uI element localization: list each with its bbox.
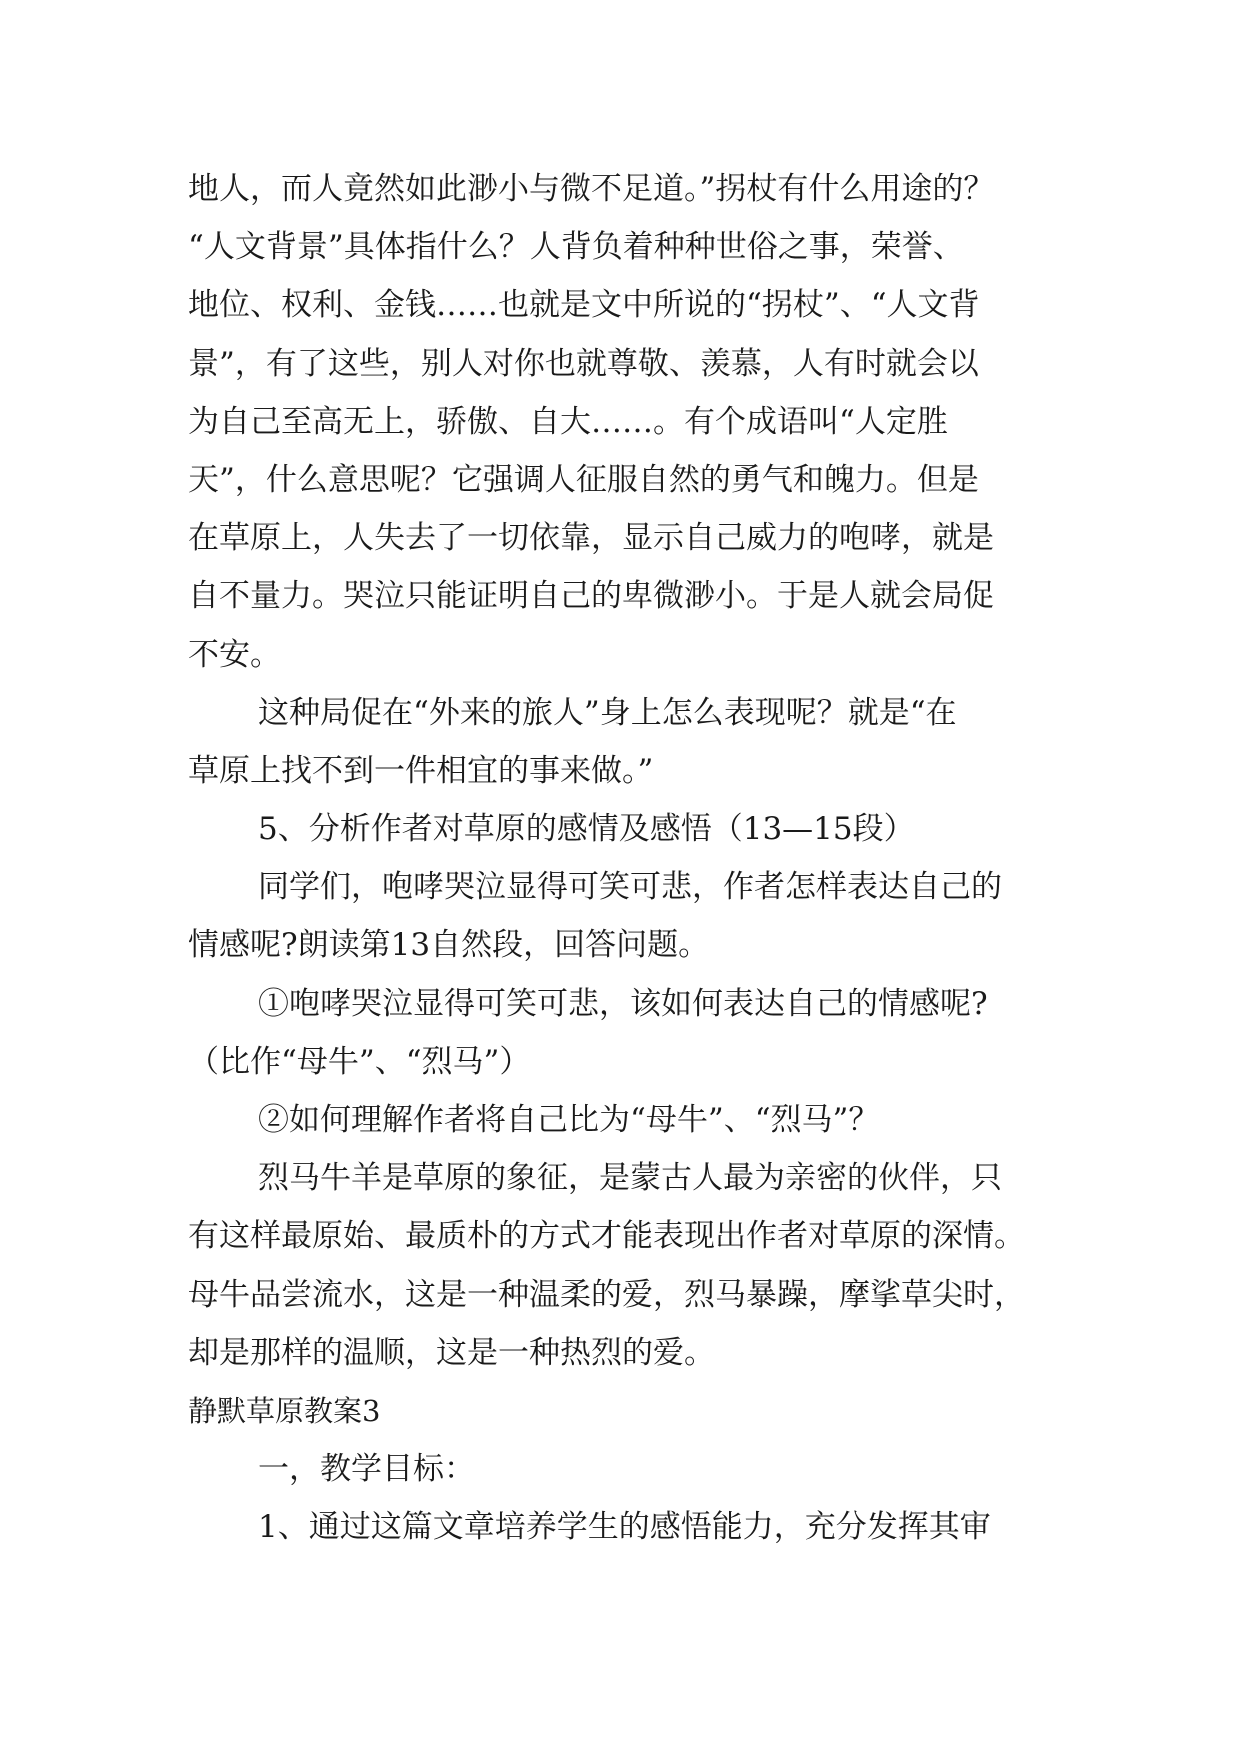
paragraph-line: 母牛品尝流水，这是一种温柔的爱，烈马暴躁，摩挲草尖时， [188,1276,1025,1313]
paragraph-line: 这种局促在“外来的旅人”身上怎么表现呢？就是“在 [258,694,957,731]
paragraph-line: 同学们，咆哮哭泣显得可笑可悲，作者怎样表达自己的 [258,869,1002,906]
paragraph-line: 草原上找不到一件相宜的事来做。” [188,752,654,789]
paragraph-line: 有这样最原始、最质朴的方式才能表现出作者对草原的深情。 [188,1218,1025,1255]
section-heading: 5、分析作者对草原的感情及感悟（13—15段） [258,811,915,848]
paragraph-line: 烈马牛羊是草原的象征，是蒙古人最为亲密的伙伴，只 [258,1160,1002,1197]
paragraph-line: 情感呢?朗读第13自然段，回答问题。 [188,927,710,964]
document-page [188,160,1053,1556]
paragraph-line: 景”，有了这些，别人对你也就尊敬、羡慕，人有时就会以 [188,345,979,382]
question-line: ①咆哮哭泣显得可笑可悲，该如何表达自己的情感呢? [258,985,988,1022]
paragraph-line: 自不量力。哭泣只能证明自己的卑微渺小。于是人就会局促 [188,578,994,615]
paragraph-line: 天”，什么意思呢？它强调人征服自然的勇气和魄力。但是 [188,461,979,498]
paragraph-line: （比作“母牛”、“烈马”） [188,1043,531,1080]
paragraph-line: 却是那样的温顺，这是一种热烈的爱。 [188,1334,715,1371]
question-line: ②如何理解作者将自己比为“母牛”、“烈马”？ [258,1102,880,1138]
section-heading: 一，教学目标： [258,1450,475,1487]
paragraph-line: 1、通过这篇文章培养学生的感悟能力，充分发挥其审 [258,1509,991,1546]
paragraph-line: 在草原上，人失去了一切依靠，显示自己威力的咆哮，就是 [188,520,994,557]
paragraph-line: 地位、权利、金钱……也就是文中所说的“拐杖”、“人文背 [188,287,980,324]
paragraph-line: 地人，而人竟然如此渺小与微不足道。”拐杖有什么用途的？ [188,171,995,207]
paragraph-line: “人文背景”具体指什么？人背负着种种世俗之事，荣誉、 [188,229,964,266]
paragraph-line: 不安。 [188,636,281,673]
paragraph-line: 为自己至高无上，骄傲、自大……。有个成语叫“人定胜 [188,403,948,440]
document-title: 静默草原教案3 [188,1393,381,1428]
